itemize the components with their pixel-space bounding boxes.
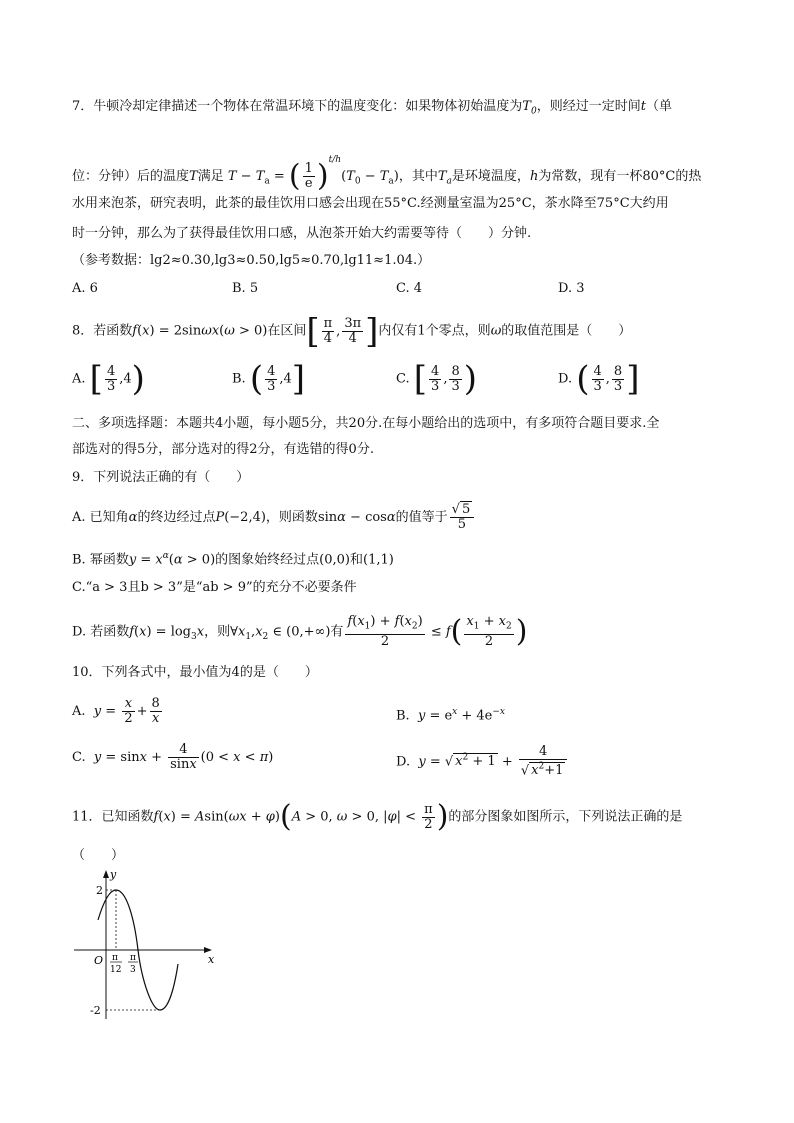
q8-stem: 8．若函数f(x) = 2sinωx(ω > 0)在区间[ $\frac{\pi}{4}$ , $\frac{3\pi}{4}$ ]内仅有1个零点，则ω的取值范围是（ ） <box>72 311 632 351</box>
q9-option-c[interactable]: C.“a > 3且b > 3”是“ab > 9”的充分不必要条件 <box>72 580 357 595</box>
x-axis-label: x <box>208 953 215 966</box>
q9-option-d[interactable]: D. 若函数$f(x) = \log_3x$，则$\forall x_1,x_2$ ∈ (0,+∞)有 $\frac{f(x_1) + f(x_2)}{2}$ ≤ f( $\frac{x_1 + x_2}{2}$ ) <box>72 614 528 649</box>
section2-line1: 二、多项选择题：本题共4小题，每小题5分，共20分.在每小题给出的选项中，有多项符合题目要求.全 <box>72 416 660 431</box>
q8-option-a[interactable]: A. [ $\frac{4}{3}$ ,4) <box>72 359 145 399</box>
q7-line4: 时一分钟，那么为了获得最佳饮用口感，从泡茶开始大约需要等待（ ）分钟. <box>72 226 532 241</box>
q7-line2: 位：分钟）后的温度T满足 $T - T_a$ = ( $\frac{1}{e}$ )$^{t/h}(T_0 - T_a)$，其中$T_a$是环境温度，h为常数，现有一杯80°C的热 <box>72 155 702 194</box>
q9-stem: 9．下列说法正确的有（ ） <box>72 470 250 485</box>
q7-option-b[interactable]: B. 5 <box>232 281 259 296</box>
q10-option-c[interactable]: C. y = sinx + $\frac{4}{\sin x}$ (0 < x < π) <box>72 742 274 772</box>
q7-line5: （参考数据：lg2≈0.30,lg3≈0.50,lg5≈0.70,lg11≈1.04.） <box>72 253 431 268</box>
tick-pi-12-den: 12 <box>110 965 122 975</box>
q11-paren: （ ） <box>72 848 125 863</box>
q7-option-c[interactable]: C. 4 <box>396 281 423 296</box>
q10-stem: 10．下列各式中，最小值为4的是（ ） <box>72 665 318 680</box>
q8-option-c[interactable]: C. [ $\frac{4}{3}$ , $\frac{8}{3}$ ) <box>396 359 477 399</box>
t0-symbol: $T_0$ <box>522 99 537 117</box>
y-axis-arrow <box>103 870 109 878</box>
q10-option-b[interactable]: B. $y = e^x + 4e^{-x}$ <box>396 707 505 724</box>
q9-option-b[interactable]: B. 幂函数$y = x^\alpha(\alpha > 0)$的图象始终经过点(0,0)和(1,1) <box>72 551 394 568</box>
tick-pi-3-num: π <box>130 953 136 963</box>
y-axis-label: y <box>110 868 117 881</box>
origin-label: O <box>94 954 104 967</box>
q10-option-d[interactable]: D. y = √ $x^2 + 1$ + $\frac{4}{√ x^2+1}$ <box>396 740 569 780</box>
q8-option-d[interactable]: D. ( $\frac{4}{3}$ , $\frac{8}{3}$ ] <box>558 359 640 399</box>
sine-graph <box>68 864 218 1024</box>
q8-option-b[interactable]: B. ( $\frac{4}{3}$ ,4] <box>232 359 306 399</box>
tick-pi-3-den: 3 <box>130 965 136 975</box>
q8-interval: [ $\frac{\pi}{4}$ , $\frac{3\pi}{4}$ ] <box>306 311 379 351</box>
q11-stem: 11．已知函数f(x) = Asin(ωx + φ)(A > 0, ω > 0, |φ| < $\frac{\pi}{2}$ )的部分图象如图所示，下列说法正确的是 <box>72 799 683 834</box>
y-max-label: 2 <box>96 884 103 897</box>
y-min-label: -2 <box>90 1004 101 1017</box>
q7-line1: 7．牛顿冷却定律描述一个物体在常温环境下的温度变化：如果物体初始温度为$T_0$，则经过一定时间t（单 <box>72 99 672 117</box>
tick-pi-12-num: π <box>112 953 118 963</box>
q8-function: f(x) = 2sinωx(ω > 0) <box>132 323 268 339</box>
q7-option-a[interactable]: A. 6 <box>72 281 98 296</box>
q7-line3: 水用来泡茶，研究表明，此茶的最佳饮用口感会出现在55°C.经测量室温为25°C，茶水降至75°C大约用 <box>72 196 669 211</box>
q7-option-d[interactable]: D. 3 <box>558 281 585 296</box>
q10-option-a[interactable]: A. y = $\frac{x}{2}$ + $\frac{8}{x}$ <box>72 696 160 726</box>
q9-option-a[interactable]: A. 已知角α的终边经过点P(−2,4)，则函数sinα − cosα的值等于 $\frac{√ 5}{5}$ <box>72 500 722 536</box>
section2-line2: 部选对的得5分，部分选对的得2分，有选错的得0分. <box>72 442 374 457</box>
cooling-formula: $T - T_a$ = ( $\frac{1}{e}$ )$^{t/h}(T_0 - T_a)$ <box>227 155 399 194</box>
